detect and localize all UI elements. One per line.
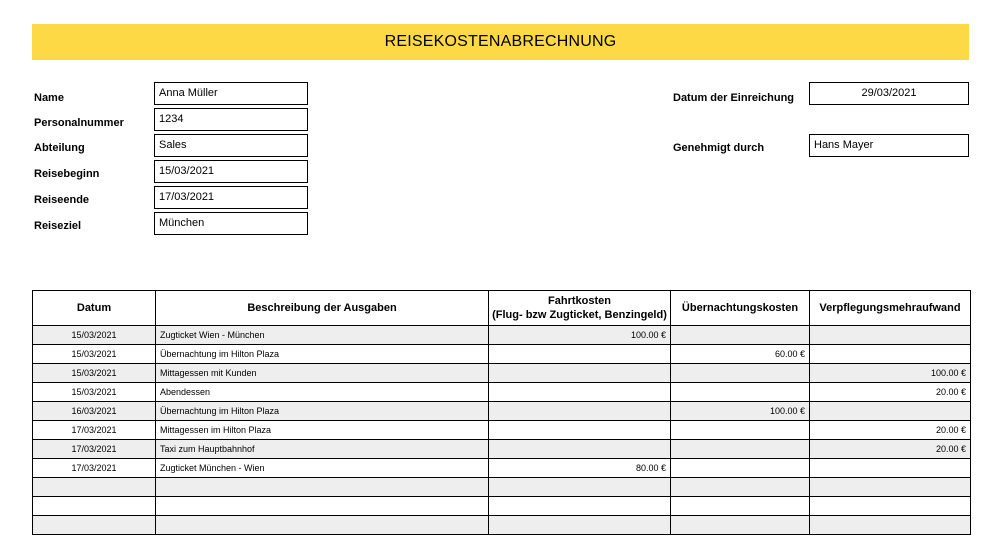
cell-meals[interactable]: 20.00 € (810, 440, 971, 459)
trip-start-field[interactable]: 15/03/2021 (154, 160, 308, 183)
cell-date[interactable] (33, 497, 156, 516)
cell-accommodation[interactable] (671, 326, 810, 345)
table-row (33, 364, 971, 383)
submission-date-field[interactable]: 29/03/2021 (809, 82, 969, 105)
cell-description[interactable]: Mittagessen mit Kunden (156, 364, 489, 383)
approved-by-field[interactable]: Hans Mayer (809, 134, 969, 157)
cell-meals[interactable] (810, 497, 971, 516)
cell-travel[interactable] (489, 478, 671, 497)
destination-field[interactable]: München (154, 212, 308, 235)
approved-by-label: Genehmigt durch (673, 142, 765, 154)
cell-accommodation[interactable] (671, 440, 810, 459)
table-row (33, 497, 971, 516)
cell-date[interactable]: 16/03/2021 (33, 402, 156, 421)
cell-meals[interactable] (810, 345, 971, 364)
cell-accommodation[interactable]: 60.00 € (671, 345, 810, 364)
table-row (33, 345, 971, 364)
cell-description[interactable] (156, 478, 489, 497)
table-row (33, 326, 971, 345)
cell-date[interactable]: 15/03/2021 (33, 364, 156, 383)
cell-accommodation[interactable] (671, 516, 810, 535)
cell-travel[interactable] (489, 345, 671, 364)
cell-travel[interactable] (489, 516, 671, 535)
cell-description[interactable]: Zugticket Wien - München (156, 326, 489, 345)
cell-date[interactable] (33, 516, 156, 535)
department-label: Abteilung (34, 142, 85, 154)
cell-meals[interactable] (810, 478, 971, 497)
expenses-table (32, 290, 971, 535)
header-travel-line2: (Flug- bzw Zugticket, Benzingeld) (492, 309, 667, 321)
trip-end-field[interactable]: 17/03/2021 (154, 186, 308, 209)
cell-date[interactable]: 17/03/2021 (33, 459, 156, 478)
cell-date[interactable]: 17/03/2021 (33, 440, 156, 459)
cell-accommodation[interactable] (671, 421, 810, 440)
table-header-row (33, 291, 971, 326)
cell-accommodation[interactable] (671, 497, 810, 516)
cell-description[interactable]: Abendessen (156, 383, 489, 402)
cell-meals[interactable] (810, 459, 971, 478)
name-label: Name (34, 92, 64, 104)
header-date: Datum (33, 291, 156, 326)
header-description: Beschreibung der Ausgaben (156, 291, 489, 326)
department-field[interactable]: Sales (154, 134, 308, 157)
cell-date[interactable] (33, 478, 156, 497)
header-travel-costs (489, 291, 671, 326)
cell-accommodation[interactable] (671, 383, 810, 402)
trip-start-label: Reisebeginn (34, 168, 100, 180)
cell-travel[interactable] (489, 440, 671, 459)
cell-travel[interactable] (489, 402, 671, 421)
cell-meals[interactable]: 20.00 € (810, 383, 971, 402)
destination-label: Reiseziel (34, 220, 82, 232)
header-travel-line1: Fahrtkosten (548, 295, 611, 307)
cell-travel[interactable] (489, 497, 671, 516)
cell-travel[interactable] (489, 383, 671, 402)
cell-travel[interactable] (489, 421, 671, 440)
cell-travel[interactable] (489, 364, 671, 383)
cell-accommodation[interactable] (671, 478, 810, 497)
table-row (33, 440, 971, 459)
cell-accommodation[interactable] (671, 364, 810, 383)
cell-description[interactable]: Übernachtung im Hilton Plaza (156, 402, 489, 421)
cell-date[interactable]: 15/03/2021 (33, 326, 156, 345)
name-field[interactable]: Anna Müller (154, 82, 308, 105)
table-row (33, 459, 971, 478)
document-title (32, 24, 969, 60)
header-meals: Verpflegungsmehraufwand (810, 291, 971, 326)
cell-travel[interactable]: 80.00 € (489, 459, 671, 478)
header-accommodation: Übernachtungskosten (671, 291, 810, 326)
cell-description[interactable]: Zugticket München - Wien (156, 459, 489, 478)
cell-travel[interactable]: 100.00 € (489, 326, 671, 345)
submission-date-label: Datum der Einreichung (673, 92, 795, 104)
cell-description[interactable] (156, 497, 489, 516)
cell-description[interactable] (156, 516, 489, 535)
trip-end-label: Reiseende (34, 194, 90, 206)
cell-meals[interactable]: 20.00 € (810, 421, 971, 440)
personnel-number-field[interactable]: 1234 (154, 108, 308, 131)
cell-accommodation[interactable]: 100.00 € (671, 402, 810, 421)
cell-description[interactable]: Mittagessen im Hilton Plaza (156, 421, 489, 440)
cell-date[interactable]: 15/03/2021 (33, 345, 156, 364)
table-row (33, 421, 971, 440)
cell-meals[interactable] (810, 326, 971, 345)
personnel-number-label: Personalnummer (34, 117, 124, 129)
table-row (33, 478, 971, 497)
cell-meals[interactable] (810, 402, 971, 421)
cell-accommodation[interactable] (671, 459, 810, 478)
table-row (33, 516, 971, 535)
cell-meals[interactable]: 100.00 € (810, 364, 971, 383)
document-title-text: REISEKOSTENABRECHNUNG (384, 33, 617, 50)
table-row (33, 383, 971, 402)
cell-date[interactable]: 15/03/2021 (33, 383, 156, 402)
cell-description[interactable]: Übernachtung im Hilton Plaza (156, 345, 489, 364)
table-row (33, 402, 971, 421)
cell-date[interactable]: 17/03/2021 (33, 421, 156, 440)
cell-meals[interactable] (810, 516, 971, 535)
cell-description[interactable]: Taxi zum Hauptbahnhof (156, 440, 489, 459)
